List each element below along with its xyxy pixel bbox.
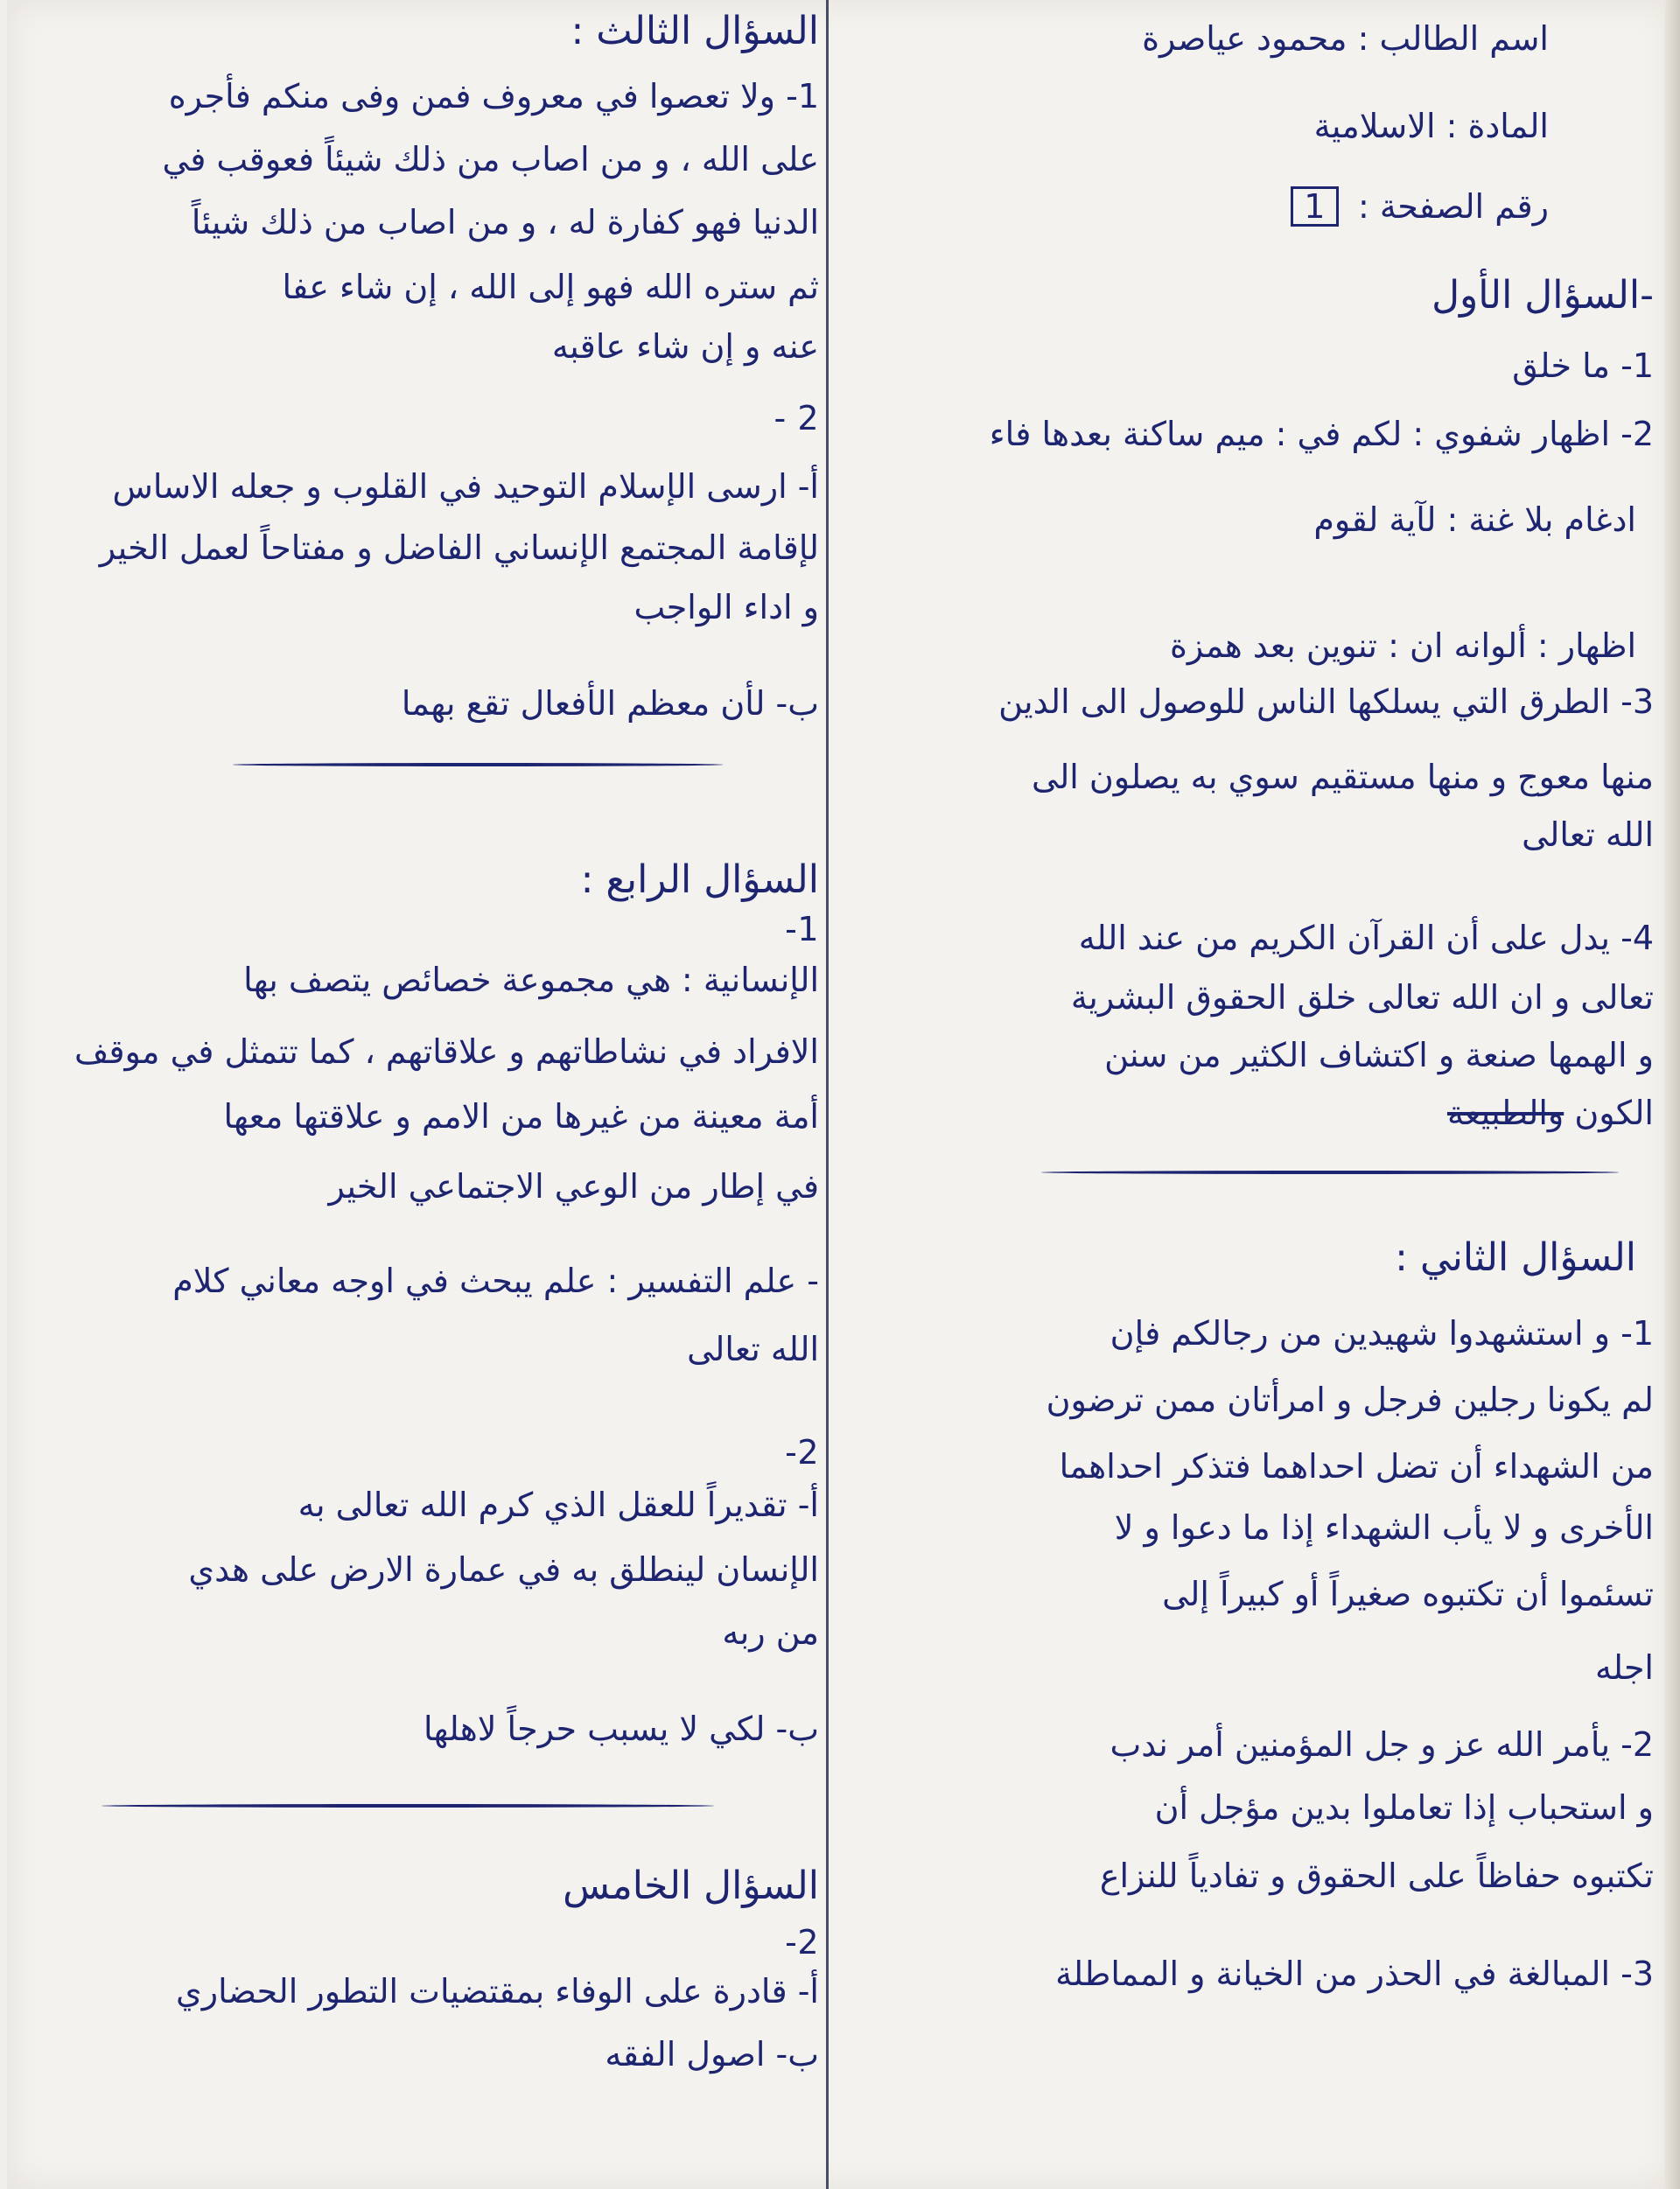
q4-line: من ربه [722,1613,819,1652]
q4-line: الإنسانية : هي مجموعة خصائص يتصف بها [243,961,819,999]
q5-line: 2- [785,1923,819,1962]
column-divider [826,0,829,2189]
q4-line: أمة معينة من غيرها من الامم و علاقتها معها [223,1097,819,1136]
q1-line: 1- ما خلق [1512,346,1654,385]
student-label: اسم الطالب : [1357,19,1549,58]
q5-title: السؤال الخامس [563,1864,819,1908]
q4-title: السؤال الرابع : [580,857,819,902]
q1-line: تعالى و ان الله تعالى خلق الحقوق البشرية [1070,978,1654,1017]
student-name-line [1142,16,1549,61]
subject-line [1314,103,1549,149]
q3-line: أ- ارسى الإسلام التوحيد في القلوب و جعله الاساس [112,467,819,506]
q4-line: - علم التفسير : علم يبحث في اوجه معاني كلام [172,1262,819,1300]
q3-line: 2 - [774,399,819,437]
page-label: رقم الصفحة : [1358,187,1549,226]
subject-label: المادة : [1446,107,1549,145]
q3-line: ب- لأن معظم الأفعال تقع بهما [401,684,819,723]
subject-value: الاسلامية [1313,107,1436,145]
paper-edge [1664,0,1680,2189]
q3-line: ثم ستره الله فهو إلى الله ، إن شاء عفا [282,268,819,306]
q4-line: الإنسان لينطلق به في عمارة الارض على هدي [188,1550,819,1589]
q2-line: الأخرى و لا يأب الشهداء إذا ما دعوا و لا [1114,1508,1654,1547]
student-name: محمود عياصرة [1142,19,1348,58]
q4-line: 2- [785,1433,819,1472]
q1-line: 3- الطرق التي يسلكها الناس للوصول الى الدين [998,682,1654,721]
q4-line: الافراد في نشاطاتهم و علاقاتهم ، كما تتمثل في موقف [74,1032,819,1071]
q1-line: الله تعالى [1522,815,1654,854]
q4-line: ب- لكي لا يسبب حرجاً لاهلها [424,1710,819,1748]
q5-line: أ- قادرة على الوفاء بمقتضيات التطور الحضاري [175,1972,819,2011]
q3-line: 1- ولا تعصوا في معروف فمن وفى منكم فأجره [168,77,819,115]
q4-line: 1- [785,910,819,948]
q2-title: السؤال الثاني : [1395,1235,1636,1280]
section-separator [233,763,723,766]
q2-line: 3- المبالغة في الحذر من الخيانة و المماطلة [1055,1955,1654,1993]
page-number-line [1291,184,1549,229]
page-number-box: 1 [1291,186,1339,227]
q1-last-line [1447,1090,1654,1136]
q1-line: و الهمها صنعة و اكتشاف الكثير من سنن [1104,1036,1654,1074]
q1-line: 2- اظهار شفوي : لكم في : ميم ساكنة بعدها فاء [989,415,1654,453]
q1-line: اظهار : ألوانه ان : تنوين بعد همزة [1169,626,1636,665]
q3-line: عنه و إن شاء عاقبه [551,327,819,366]
q2-line: تكتبوه حفاظاً على الحقوق و تفادياً للنزاع [1099,1857,1654,1895]
q2-line: من الشهداء أن تضل احداهما فتذكر احداهما [1059,1447,1654,1486]
q4-line: الله تعالى [687,1330,819,1368]
right-column [840,0,1654,2189]
q3-title: السؤال الثالث : [570,9,819,53]
q1-line: 4- يدل على أن القرآن الكريم من عند الله [1078,919,1654,957]
q1-line: ادغام بلا غنة : لآية لقوم [1313,500,1636,539]
q2-line: 1- و استشهدوا شهيدين من رجالكم فإن [1110,1314,1654,1353]
q1-line: منها معوج و منها مستقيم سوي به يصلون الى [1032,758,1654,796]
q5-line: ب- اصول الفقه [605,2035,819,2074]
q2-line: لم يكونا رجلين فرجل و امرأتان ممن ترضون [1046,1381,1654,1419]
q2-line: و استحباب إذا تعاملوا بدين مؤجل أن [1154,1788,1654,1827]
q2-line: تسئموا أن تكتبوه صغيراً أو كبيراً إلى [1162,1575,1654,1613]
struck-out-text: والطبيعة [1446,1094,1564,1132]
q4-line: في إطار من الوعي الاجتماعي الخير [328,1167,819,1206]
q3-line: و اداء الواجب [634,588,819,626]
q3-line: على الله ، و من اصاب من ذلك شيئاً فعوقب في [162,140,819,178]
q3-line: لإقامة المجتمع الإنساني الفاضل و مفتاحاً لعمل الخير [99,528,819,567]
q1-last-word: الكون [1574,1094,1654,1132]
q1-title: -السؤال الأول [1432,273,1654,318]
section-separator [102,1804,714,1808]
q2-line: اجله [1594,1648,1654,1687]
section-separator [1041,1171,1619,1174]
q4-line: أ- تقديراً للعقل الذي كرم الله تعالى به [298,1486,819,1524]
q3-line: الدنيا فهو كفارة له ، و من اصاب من ذلك شيئاً [191,203,819,241]
q2-line: 2- يأمر الله عز و جل المؤمنين أمر ندب [1110,1725,1654,1764]
left-column [16,0,819,2189]
